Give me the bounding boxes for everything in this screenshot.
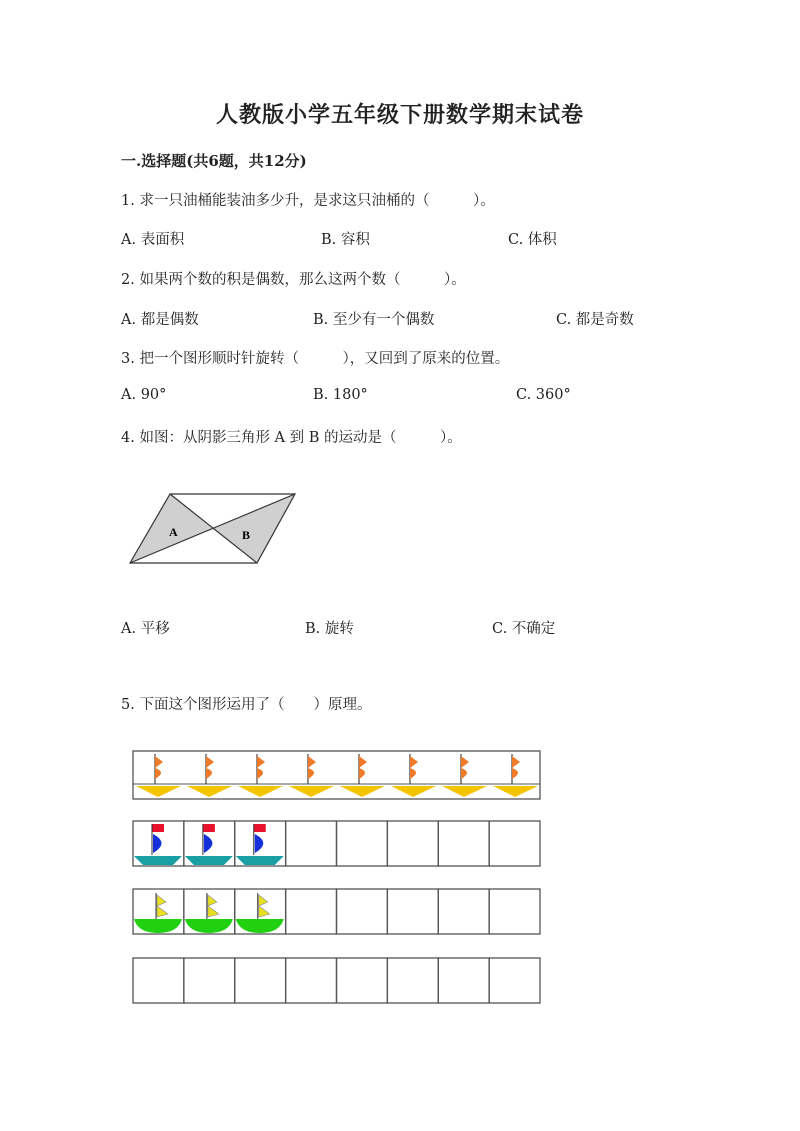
flag-icon (289, 754, 334, 797)
grid-cell (438, 889, 489, 934)
question-2-option-a: A. 都是偶数 (121, 312, 199, 328)
flag-icon (136, 754, 181, 797)
grid-cell (438, 958, 489, 1003)
grid-cell (337, 821, 388, 866)
question-3-stem: 3. 把一个图形顺时针旋转（ ），又回到了原来的位置。 (121, 351, 510, 367)
sailboat-icon (134, 893, 182, 933)
sailboat-icon (185, 893, 233, 933)
question-1-stem: 1. 求一只油桶能装油多少升，是求这只油桶的（ ）。 (121, 193, 495, 209)
grid-cell (337, 958, 388, 1003)
question-3-option-c: C. 360° (516, 387, 571, 403)
empty-row (133, 958, 540, 1003)
pattern-figure (130, 748, 545, 1008)
question-4-option-a: A. 平移 (121, 621, 170, 637)
question-1-option-b: B. 容积 (321, 232, 370, 248)
question-2-option-b: B. 至少有一个偶数 (313, 312, 435, 328)
grid-cell (387, 889, 438, 934)
grid-cell (235, 958, 286, 1003)
grid-cell (387, 821, 438, 866)
grid-cell (438, 821, 489, 866)
sailboat-row (133, 889, 540, 934)
flag-icon (442, 754, 487, 797)
label-a: A (169, 525, 178, 539)
grid-cell (184, 958, 235, 1003)
question-1-option-a: A. 表面积 (121, 232, 185, 248)
question-4-option-c: C. 不确定 (492, 621, 556, 637)
flag-row (133, 751, 540, 799)
question-3-option-a: A. 90° (121, 387, 167, 403)
grid-cell (337, 889, 388, 934)
question-4-option-b: B. 旋转 (305, 621, 354, 637)
question-2-stem: 2. 如果两个数的积是偶数，那么这两个数（ ）。 (121, 272, 466, 288)
question-4-stem: 4. 如图：从阴影三角形 A 到 B 的运动是（ ）。 (121, 430, 462, 446)
grid-cell (286, 889, 337, 934)
grid-cell (489, 958, 540, 1003)
grid-cell (489, 889, 540, 934)
parallelogram-figure (125, 488, 305, 570)
label-b: B (242, 528, 251, 542)
flag-icon (391, 754, 436, 797)
flag-icon (238, 754, 283, 797)
question-1-option-c: C. 体积 (508, 232, 557, 248)
section-heading: 一.选择题(共6题，共12分) (121, 152, 307, 170)
flag-icon (187, 754, 232, 797)
question-5-stem: 5. 下面这个图形运用了（ ）原理。 (121, 697, 372, 713)
sailboat-icon (236, 893, 284, 933)
question-2-option-c: C. 都是奇数 (556, 312, 634, 328)
grid-cell (286, 958, 337, 1003)
grid-cell (387, 958, 438, 1003)
flag-icon (493, 754, 538, 797)
flag-icon (340, 754, 385, 797)
boat-row (133, 821, 540, 866)
question-3-option-b: B. 180° (313, 387, 368, 403)
triangle-b (213, 494, 295, 563)
grid-cell (489, 821, 540, 866)
boat-icon (185, 824, 233, 865)
boat-icon (236, 824, 284, 865)
boat-icon (134, 824, 182, 865)
grid-cell (286, 821, 337, 866)
grid-cell (133, 958, 184, 1003)
page-title: 人教版小学五年级下册数学期末试卷 (215, 102, 584, 128)
